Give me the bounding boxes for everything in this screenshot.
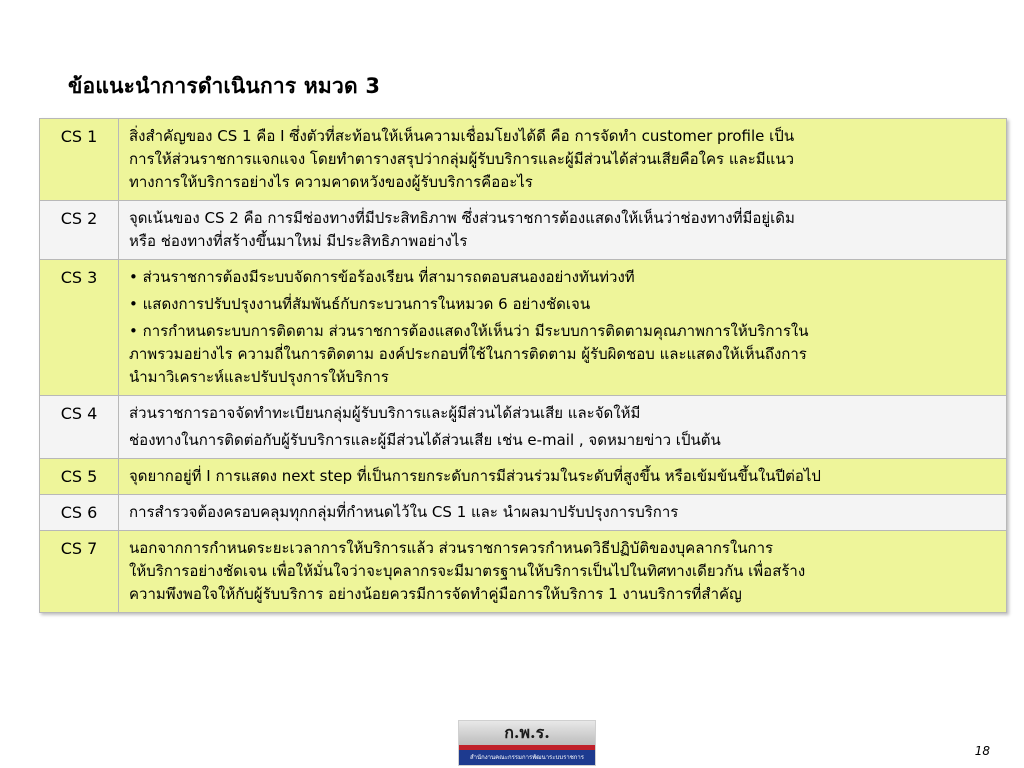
row-code: CS 4 [40,396,119,459]
row-description [119,459,1007,495]
description-line: การสำรวจต้องครอบคลุมทุกกลุ่มที่กำหนดไว้ใน CS 1 และ นำผลมาปรับปรุงการบริการ [129,503,679,521]
description-line: ส่วนราชการอาจจัดทำทะเบียนกลุ่มผู้รับบริการและผู้มีส่วนได้ส่วนเสีย และจัดให้มี [129,404,641,422]
description-line: • แสดงการปรับปรุงงานที่สัมพันธ์กับกระบวนการในหมวด 6 อย่างชัดเจน [129,295,591,313]
description-line: จุดยากอยู่ที่ I การแสดง next step ที่เป็นการยกระดับการมีส่วนร่วมในระดับที่สูงขึ้น หรือเข้มข้นขึ้นในปีต่อไป [129,467,821,485]
row-code: CS 6 [40,495,119,531]
row-description [119,495,1007,531]
row-description [119,119,1007,201]
description-line: นำมาวิเคราะห์และปรับปรุงการให้บริการ [129,368,389,386]
description-line: ทางการให้บริการอย่างไร ความคาดหวังของผู้รับบริการคืออะไร [129,173,533,191]
logo-title: ก.พ.ร. [459,721,595,745]
opdc-logo [458,720,596,766]
table-row [40,495,1007,531]
row-code: CS 7 [40,531,119,613]
description-paragraph [129,320,998,389]
row-code: CS 5 [40,459,119,495]
description-line: สิ่งสำคัญของ CS 1 คือ I ซึ่งตัวที่สะท้อนให้เห็นความเชื่อมโยงได้ดี คือ การจัดทำ customer profile เป็น [129,127,795,145]
table-body [40,119,1007,613]
table-row [40,459,1007,495]
page-number: 18 [974,744,990,758]
description-paragraph [129,293,998,316]
row-description [119,260,1007,396]
row-description [119,531,1007,613]
description-line: จุดเน้นของ CS 2 คือ การมีช่องทางที่มีประสิทธิภาพ ซึ่งส่วนราชการต้องแสดงให้เห็นว่าช่องทางที่มีอยู่เดิม [129,209,795,227]
table-row [40,396,1007,459]
description-paragraph [129,429,998,452]
description-line: นอกจากการกำหนดระยะเวลาการให้บริการแล้ว ส่วนราชการควรกำหนดวิธีปฏิบัติของบุคลากรในการ [129,539,774,557]
description-paragraph [129,266,998,289]
logo-subtitle: สำนักงานคณะกรรมการพัฒนาระบบราชการ [459,750,595,765]
recommendations-table [39,118,1007,613]
slide-title: ข้อแนะนำการดำเนินการ หมวด 3 [68,74,381,98]
description-paragraph [129,402,998,425]
table-row [40,260,1007,396]
row-description [119,201,1007,260]
row-code: CS 3 [40,260,119,396]
row-code: CS 2 [40,201,119,260]
description-line: การให้ส่วนราชการแจกแจง โดยทำตารางสรุปว่ากลุ่มผู้รับบริการและผู้มีส่วนได้ส่วนเสียคือใคร และมีแนว [129,150,795,168]
description-line: • การกำหนดระบบการติดตาม ส่วนราชการต้องแสดงให้เห็นว่า มีระบบการติดตามคุณภาพการให้บริการใน [129,322,809,340]
description-line: ให้บริการอย่างชัดเจน เพื่อให้มั่นใจว่าจะบุคลากรจะมีมาตรฐานให้บริการเป็นไปในทิศทางเดียวกัน เพื่อสร้าง [129,562,806,580]
table-row [40,201,1007,260]
description-line: หรือ ช่องทางที่สร้างขึ้นมาใหม่ มีประสิทธิภาพอย่างไร [129,232,468,250]
row-code: CS 1 [40,119,119,201]
row-description [119,396,1007,459]
description-line: ความพึงพอใจให้กับผู้รับบริการ อย่างน้อยควรมีการจัดทำคู่มือการให้บริการ 1 งานบริการที่สำคัญ [129,585,742,603]
description-line: • ส่วนราชการต้องมีระบบจัดการข้อร้องเรียน ที่สามารถตอบสนองอย่างทันท่วงที [129,268,635,286]
table-row [40,531,1007,613]
table-row [40,119,1007,201]
description-line: ภาพรวมอย่างไร ความถี่ในการติดตาม องค์ประกอบที่ใช้ในการติดตาม ผู้รับผิดชอบ และแสดงให้เห็นถึงการ [129,345,807,363]
description-line: ช่องทางในการติดต่อกับผู้รับบริการและผู้มีส่วนได้ส่วนเสีย เช่น e-mail , จดหมายข่าว เป็นต้น [129,431,721,449]
